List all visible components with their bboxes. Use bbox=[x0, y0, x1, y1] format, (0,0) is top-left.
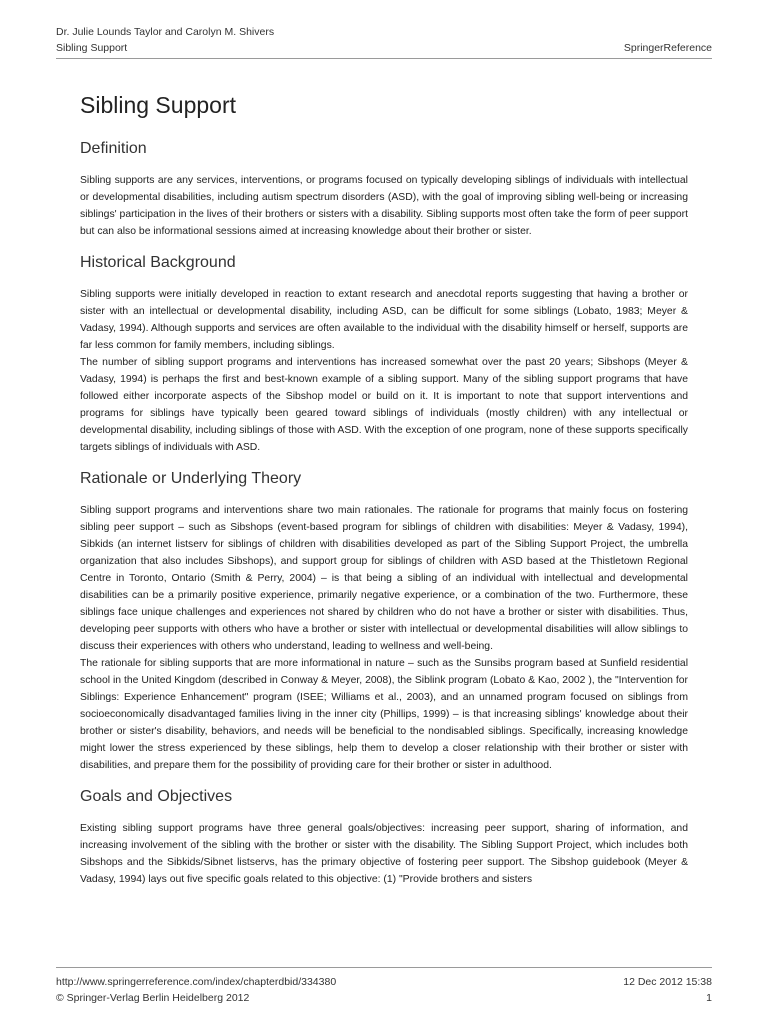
paragraph: Sibling supports were initially developed in reaction to extant research and anecdotal reports suggesting that having a brother or sister with an intellectual or developmental disability, including ASD, can be difficult for some siblings (Lobato, 1983; Meyer & Vadasy, 1994). Although supports and services are often available to the individual with the disability himself or herself, supports are far less common for family members, including siblings. bbox=[80, 289, 688, 351]
header-running-title: Sibling Support bbox=[56, 42, 128, 54]
page-footer bbox=[56, 974, 712, 1006]
section-heading: Rationale or Underlying Theory bbox=[80, 470, 302, 487]
document-body bbox=[80, 90, 688, 900]
paragraph: Sibling supports are any services, interventions, or programs focused on typically developing siblings of individuals with intellectual or developmental disabilities, including autism spectrum disorders (ASD), with the goal of improving sibling well-being or increasing siblings' participation in the lives of their brothers or sisters with a disability. Sibling supports most often take the form of peer support but can also be informational sessions aimed at increasing knowledge about their brother or sister. bbox=[80, 175, 688, 237]
document-title: Sibling Support bbox=[80, 92, 236, 118]
footer-divider bbox=[56, 967, 712, 968]
header-authors: Dr. Julie Lounds Taylor and Carolyn M. Shivers bbox=[56, 26, 275, 38]
section-heading: Historical Background bbox=[80, 254, 236, 271]
section-historical-background bbox=[80, 252, 688, 456]
page-number: 1 bbox=[706, 992, 712, 1004]
footer-timestamp: 12 Dec 2012 15:38 bbox=[623, 976, 712, 988]
paragraph: The number of sibling support programs and interventions has increased somewhat over the past 20 years; Sibshops (Meyer & Vadasy, 1994) is perhaps the first and best-known example of a sibling support. Many of the sibling support programs that have followed either incorporate aspects of the Sibshop model or build on it. It is important to note that support interventions and programs for siblings have typically been geared toward siblings of individuals (mostly children) with any intellectual or developmental disability, including siblings of those with ASD. With the exception of one program, none of these supports specifically targets siblings of individuals with ASD. bbox=[80, 357, 688, 453]
header-divider bbox=[56, 58, 712, 59]
section-rationale bbox=[80, 468, 688, 774]
paragraph: Sibling support programs and interventions share two main rationales. The rationale for programs that mainly focus on fostering sibling peer support – such as Sibshops (event-based program for siblings of children with disabilities: Meyer & Vadasy, 1994), Sibkids (an internet listserv for siblings of children with disabilities developed as part of the Sibling Support Project, the umbrella organization that also includes Sibshops), and support group for siblings of children with ASD based at the Thistletown Regional Centre in Toronto, Ontario (Smith & Perry, 2004) – is that being a sibling of an individual with intellectual and developmental disabilities can be a primarily positive experience, primarily negative experience, or a combination of the two. Furthermore, these siblings face unique challenges and experiences not shared by children who do not have a brother or sister with disabilities. Thus, developing peer supports with others who have a brother or sister with intellectual or developmental disabilities will allow siblings to discuss their experiences with others who understand, leading to wellness and well-being. bbox=[80, 505, 688, 652]
page-header bbox=[56, 24, 712, 56]
header-publisher: SpringerReference bbox=[623, 42, 712, 54]
section-definition bbox=[80, 138, 688, 240]
section-goals-objectives bbox=[80, 786, 688, 888]
paragraph: Existing sibling support programs have three general goals/objectives: increasing peer support, sharing of information, and increasing involvement of the sibling with the brother or sister with the disability. The Sibling Support Project, which includes both Sibshops and the Sibkids/Sibnet listservs, has the primary objective of fostering peer support. The Sibshop guidebook (Meyer & Vadasy, 1994) lays out five specific goals related to this objective: (1) "Provide brothers and sisters bbox=[80, 823, 688, 885]
paragraph: The rationale for sibling supports that are more informational in nature – such as the Sunsibs program based at Sunfield residential school in the United Kingdom (described in Conway & Meyer, 2008), the Siblink program (Lobato & Kao, 2002 ), the "Intervention for Siblings: Experience Enhancement" program (ISEE; Williams et al., 2003), and an unnamed program focused on siblings from socioeconomically disadvantaged families living in the inner city (Phillips, 1999) – is that increasing siblings' knowledge about their brother or sister's disability, behaviors, and needs will be beneficial to the nondisabled siblings. Specifically, increasing knowledge might lower the stress experienced by these siblings, help them to develop a closer relationship with their brother or sister with disabilities, and prepare them for the possibility of providing care for their brother or sister in adulthood. bbox=[80, 658, 688, 771]
section-heading: Definition bbox=[80, 140, 147, 157]
section-heading: Goals and Objectives bbox=[80, 788, 233, 805]
footer-copyright: © Springer-Verlag Berlin Heidelberg 2012 bbox=[56, 992, 250, 1004]
footer-url[interactable]: http://www.springerreference.com/index/chapterdbid/334380 bbox=[56, 976, 337, 988]
